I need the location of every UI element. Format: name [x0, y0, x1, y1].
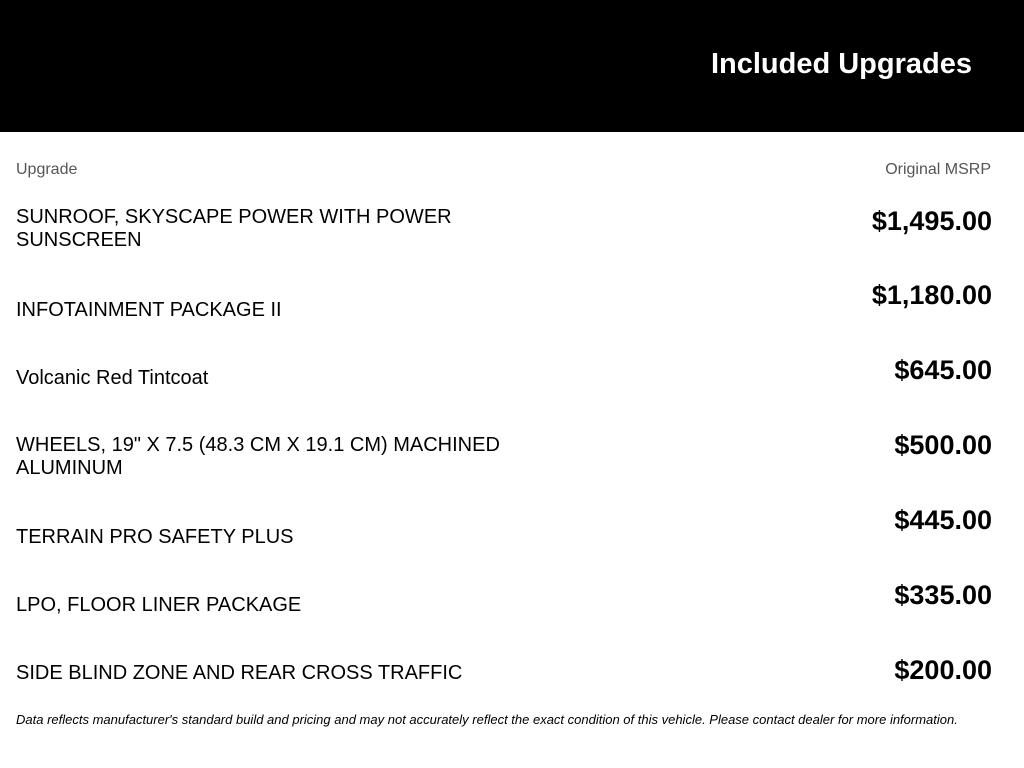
upgrade-row — [0, 338, 1024, 398]
column-header-msrp: Original MSRP — [885, 161, 991, 178]
upgrade-price: $200.00 — [894, 655, 992, 685]
upgrade-name: LPO, FLOOR LINER PACKAGE — [16, 594, 302, 616]
upgrade-row — [0, 565, 1024, 625]
upgrade-row — [0, 428, 1024, 488]
upgrade-name: TERRAIN PRO SAFETY PLUS — [16, 526, 294, 548]
upgrade-price: $445.00 — [894, 505, 992, 535]
upgrade-name: Volcanic Red Tintcoat — [16, 367, 209, 389]
upgrade-price: $1,180.00 — [871, 280, 992, 310]
upgrade-price: $1,495.00 — [871, 206, 992, 236]
upgrade-price: $335.00 — [894, 580, 992, 610]
header-banner — [0, 0, 1024, 132]
column-header-upgrade: Upgrade — [16, 161, 78, 178]
upgrade-price: $500.00 — [894, 430, 992, 460]
upgrade-row — [0, 200, 1024, 260]
upgrade-row — [0, 270, 1024, 330]
page-title: Included Upgrades — [710, 48, 972, 80]
upgrade-name: INFOTAINMENT PACKAGE II — [16, 299, 282, 321]
upgrade-name: SIDE BLIND ZONE AND REAR CROSS TRAFFIC — [16, 662, 463, 684]
upgrade-row — [0, 633, 1024, 693]
upgrade-name: SUNROOF, SKYSCAPE POWER WITH POWER SUNSCREEN — [16, 206, 452, 251]
upgrade-name: WHEELS, 19" X 7.5 (48.3 CM X 19.1 CM) MACHINED ALUMINUM — [16, 434, 500, 479]
upgrade-row — [0, 497, 1024, 557]
upgrade-price: $645.00 — [894, 355, 992, 385]
disclaimer-text: Data reflects manufacturer's standard build and pricing and may not accurately reflect the exact condition of this vehicle. Please contact dealer for more information. — [16, 712, 958, 727]
